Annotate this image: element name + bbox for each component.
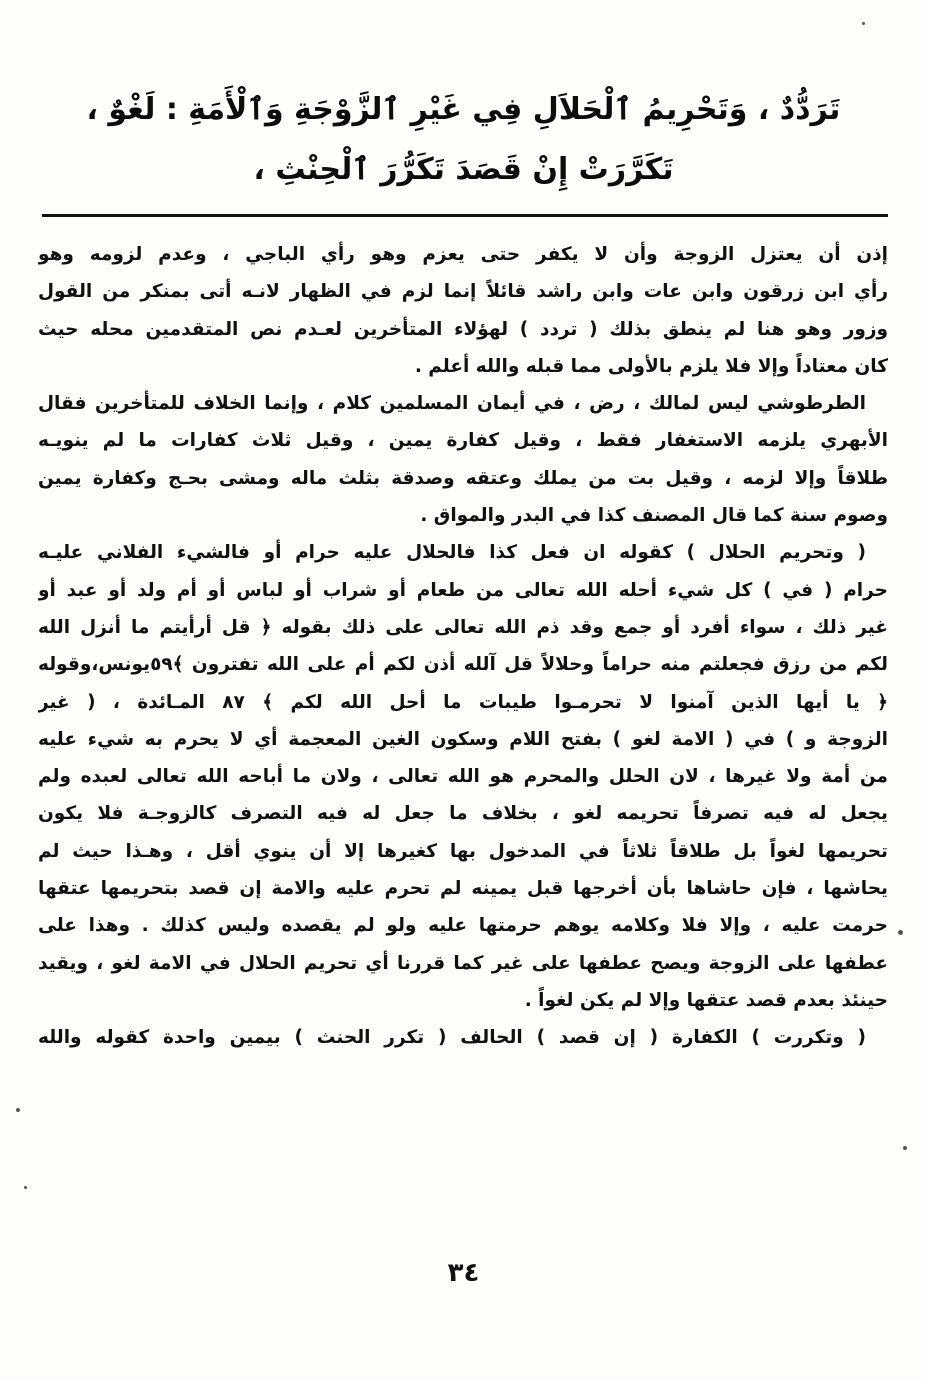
- text-line: حرام ( في ) كل شيء أحله الله تعالى من طعام أو شراب أو لباس أو أم ولد أو عبد أو: [38, 579, 888, 601]
- scan-speck: [898, 930, 903, 935]
- text-line: يجعل له فيه تصرفاً تحريمه لغو ، بخلاف ما جعل له فيه التصرف كالزوجـة فلا يكون: [38, 803, 888, 825]
- text-line: الأبهري يلزمه الاستغفار فقط ، وقيل كفارة يمين ، وقيل ثلاث كفارات ما لم ينويـه: [38, 430, 888, 452]
- commentary-text: [38, 236, 888, 1057]
- text-line: وصوم سنة كما قال المصنف كذا في البدر والمواق .: [420, 505, 888, 527]
- text-line: إذن أن يعتزل الزوجة وأن لا يكفر حتى يعزم وهو رأي الباجي ، وعدم لزومه وهو: [38, 244, 888, 265]
- text-line: يحاشها ، فإن حاشاها بأن أخرجها قبل يمينه لم تحرم عليه والامة إن قصد بتحريمها عتقها: [38, 878, 888, 900]
- text-line: ( وتكررت ) الكفارة ( إن قصد ) الحالف ( تكرر الحنث ) بيمين واحدة كقوله والله: [38, 1027, 866, 1049]
- text-line: رأي ابن زرقون وابن عات وابن راشد قائلاً إنما لزم في الظهار لانـه أتى بمنكر من القول: [38, 281, 888, 303]
- text-line: ( وتحريم الحلال ) كقوله ان فعل كذا فالحلال عليه حرام أو فالشيء الفلاني عليـه: [38, 542, 866, 564]
- text-line: كان معتاداً وإلا فلا يلزم بالأولى مما قبله والله أعلم .: [414, 355, 888, 377]
- heading-divider-rule: [42, 214, 888, 217]
- scan-speck: [903, 1146, 907, 1150]
- scan-speck: [16, 1108, 20, 1112]
- text-line: حرمت عليه ، وإلا فلا وكلامه يوهم حرمتها عليه ولو لم يقصده وليس كذلك . وهذا على: [38, 915, 888, 937]
- text-line: من أمة ولا غيرها ، لان الحلل والمحرم هو الله تعالى ، ولان ما أباحه الله تعالى لعبده ولم: [38, 766, 888, 788]
- heading-line-1: تَرَدُّدٌ ، وَتَحْرِيمُ ٱلْحَلاَلِ فِي غَيْرِ ٱلزَّوْجَةِ وَٱلْأَمَةِ : لَغْوٌ ،: [86, 92, 841, 127]
- text-line: وزور وهو هنا لم ينطق بذلك ( تردد ) لهؤلاء المتأخرين لعـدم نص المتقدمين محله حيث: [38, 318, 888, 340]
- page-number: ٣٤: [447, 1258, 480, 1288]
- scan-speck: [24, 1186, 27, 1189]
- text-line: لكم من رزق فجعلتم منه حراماً وحلالاً قل آلله أذن لكم أم على الله تفترون ﴾٥٩يونس،وقوله: [38, 654, 888, 676]
- text-line: ﴿ يا أيها الذين آمنوا لا تحرمـوا طيبات ما أحل الله لكم ﴾ ٨٧ المـائدة ، ( غير: [38, 691, 888, 713]
- text-line: غير ذلك ، سواء أفرد أو جمع وقد ذم الله تعالى على ذلك بقوله ﴿ قل أرأيتم ما أنزل الله: [38, 616, 888, 638]
- text-line: حينئذ بعدم قصد عتقها وإلا لم يكن لغواً .: [524, 989, 888, 1011]
- text-line: الزوجة و ) في ( الامة لغو ) بفتح اللام وسكون الغين المعجمة أي لا يحرم به شيء عليه: [38, 728, 888, 750]
- scan-speck: [862, 22, 865, 25]
- chapter-heading: [60, 80, 867, 200]
- text-line: عطفها على الزوجة ويصح عطفها على غير كما قررنا أي تحريم الحلال في الامة لغو ، ويقيد: [38, 952, 888, 974]
- text-line: الطرطوشي ليس لمالك ، رض ، في أيمان المسلمين كلام ، وإنما الخلاف للمتأخرين فقال: [38, 393, 866, 415]
- text-line: طلاقاً وإلا لزمه ، وقيل بت من يملك وعتقه وصدقة بثلث ماله ومشى بحـج وكفارة يمين: [38, 467, 888, 489]
- heading-line-2: تَكَرَّرَتْ إِنْ قَصَدَ تَكَرُّرَ ٱلْحِنْثِ ،: [253, 152, 674, 187]
- text-line: تحريمها لغواً بل طلاقاً ثلاثاً في المدخول بها كغيرها إلا أن ينوي أقل ، وهـذا حيث لم: [38, 840, 888, 862]
